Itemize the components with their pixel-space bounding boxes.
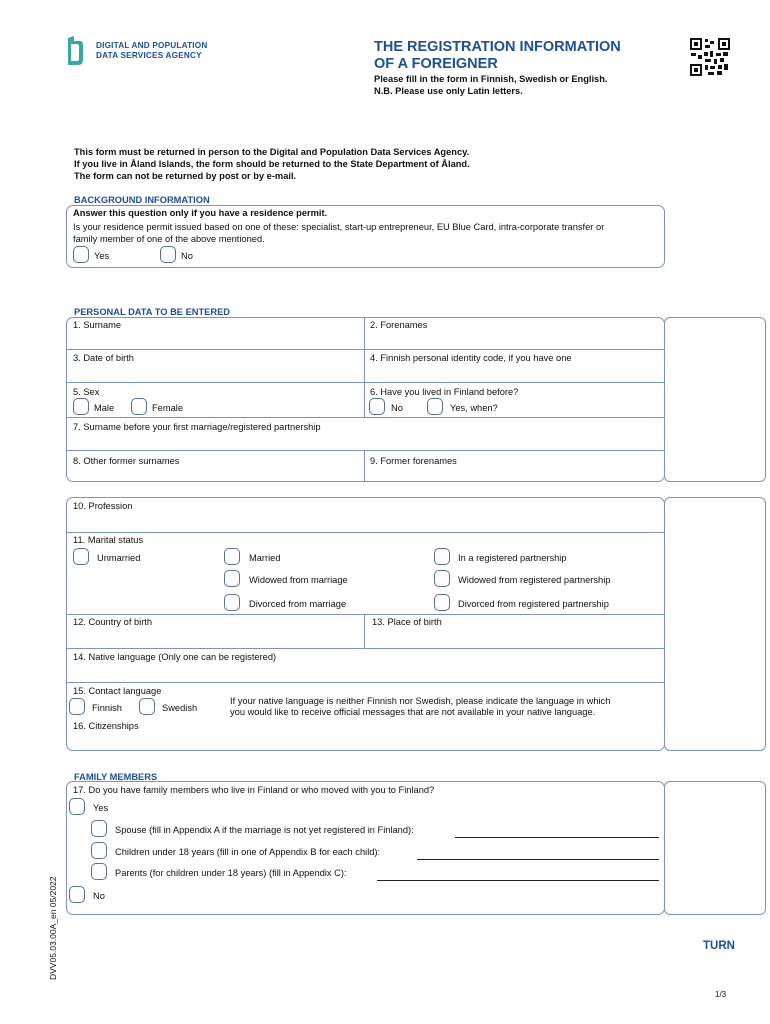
office-use-column: [664, 317, 766, 482]
agency-name: [96, 41, 207, 61]
family-spouse-label: Spouse (fill in Appendix A if the marriage is not yet registered in Finland):: [115, 825, 414, 835]
family-no-checkbox[interactable]: [69, 886, 85, 903]
contact-finnish-label: Finnish: [92, 703, 122, 713]
lived-no-label: No: [391, 403, 403, 413]
place-of-birth-field[interactable]: 13. Place of birth: [372, 617, 442, 627]
lived-yes-checkbox[interactable]: [427, 398, 443, 415]
country-of-birth-field[interactable]: 12. Country of birth: [73, 617, 153, 627]
form-title-line1: THE REGISTRATION INFORMATION: [374, 39, 621, 55]
residence-permit-question-line1: Is your residence permit issued based on one of these: specialist, start-up entrepreneur, EU Blue Card, intra-corporate transfer or: [73, 222, 605, 232]
intro-line2: If you live in Åland Islands, the form should be returned to the State Department of Åland.: [74, 158, 470, 169]
forenames-field[interactable]: 2. Forenames: [370, 320, 428, 330]
subtitle-line2: N.B. Please use only Latin letters.: [374, 86, 523, 96]
agency-name-line2: DATA SERVICES AGENCY: [96, 51, 202, 60]
residence-permit-no-label: No: [181, 251, 193, 261]
contact-swedish-checkbox[interactable]: [139, 698, 155, 715]
marital-married-checkbox[interactable]: [224, 548, 240, 565]
family-parents-label: Parents (for children under 18 years) (fill in Appendix C):: [115, 868, 347, 878]
personal-identity-code-field[interactable]: 4. Finnish personal identity code, if you have one: [370, 353, 572, 363]
family-members-heading: FAMILY MEMBERS: [74, 772, 158, 782]
page-number: 1/3: [715, 990, 727, 999]
residence-permit-yes-checkbox[interactable]: [73, 246, 89, 263]
lived-yes-label: Yes, when?: [450, 403, 498, 413]
sex-female-checkbox[interactable]: [131, 398, 147, 415]
subtitle-line1: Please fill in the form in Finnish, Swedish or English.: [374, 74, 608, 84]
background-heading: BACKGROUND INFORMATION: [74, 195, 210, 205]
native-language-field[interactable]: 14. Native language (Only one can be registered): [73, 652, 277, 662]
marital-widowed-partnership-label: Widowed from registered partnership: [458, 575, 611, 585]
spouse-line[interactable]: [455, 837, 659, 838]
sex-male-label: Male: [94, 403, 115, 413]
sex-label: 5. Sex: [73, 387, 100, 397]
background-instruction: Answer this question only if you have a residence permit.: [73, 208, 328, 218]
contact-finnish-checkbox[interactable]: [69, 698, 85, 715]
form-title-line2: OF A FOREIGNER: [374, 56, 498, 72]
personal-data-heading: PERSONAL DATA TO BE ENTERED: [74, 307, 230, 317]
form-code-text: DVV05.03.00A_en 05/2022: [48, 876, 58, 980]
family-question: 17. Do you have family members who live in Finland or who moved with you to Finland?: [73, 785, 435, 795]
sex-female-label: Female: [152, 403, 184, 413]
marital-status-label: 11. Marital status: [73, 535, 144, 545]
marital-registered-partnership-label: In a registered partnership: [458, 553, 567, 563]
surname-field[interactable]: 1. Surname: [73, 320, 122, 330]
turn-label: TURN: [703, 940, 735, 952]
former-surnames-field[interactable]: 8. Other former surnames: [73, 456, 180, 466]
marital-registered-partnership-checkbox[interactable]: [434, 548, 450, 565]
family-children-checkbox[interactable]: [91, 842, 107, 859]
sex-male-checkbox[interactable]: [73, 398, 89, 415]
residence-permit-question-line2: family member of one of the above mentioned.: [73, 234, 265, 244]
form-title: [374, 39, 621, 73]
family-spouse-checkbox[interactable]: [91, 820, 107, 837]
language-note-line1: If your native language is neither Finnish nor Swedish, please indicate the language in which: [230, 696, 611, 706]
marital-widowed-marriage-label: Widowed from marriage: [249, 575, 348, 585]
marital-divorced-marriage-label: Divorced from marriage: [249, 599, 347, 609]
marital-divorced-marriage-checkbox[interactable]: [224, 594, 240, 611]
marital-married-label: Married: [249, 553, 281, 563]
residence-permit-no-checkbox[interactable]: [160, 246, 176, 263]
profession-field[interactable]: 10. Profession: [73, 501, 133, 511]
children-line[interactable]: [417, 859, 659, 860]
family-parents-checkbox[interactable]: [91, 863, 107, 880]
former-forenames-field[interactable]: 9. Former forenames: [370, 456, 457, 466]
agency-name-line1: DIGITAL AND POPULATION: [96, 41, 208, 50]
marital-widowed-partnership-checkbox[interactable]: [434, 570, 450, 587]
family-children-label: Children under 18 years (fill in one of Appendix B for each child):: [115, 847, 381, 857]
intro-line1: This form must be returned in person to the Digital and Population Data Services Agency.: [74, 147, 470, 157]
surname-before-marriage-field[interactable]: 7. Surname before your first marriage/registered partnership: [73, 422, 321, 432]
family-yes-checkbox[interactable]: [69, 798, 85, 815]
qr-code-icon: [690, 38, 730, 76]
marital-divorced-partnership-label: Divorced from registered partnership: [458, 599, 609, 609]
lived-in-finland-label: 6. Have you lived in Finland before?: [370, 387, 519, 397]
marital-unmarried-checkbox[interactable]: [73, 548, 89, 565]
contact-swedish-label: Swedish: [162, 703, 198, 713]
form-subtitle: [374, 73, 608, 97]
marital-divorced-partnership-checkbox[interactable]: [434, 594, 450, 611]
office-use-column-2: [664, 497, 766, 751]
language-note-line2: you would like to receive official messages that are not available in your native language.: [230, 707, 596, 717]
marital-widowed-marriage-checkbox[interactable]: [224, 570, 240, 587]
marital-unmarried-label: Unmarried: [97, 553, 141, 563]
contact-language-label: 15. Contact language: [73, 686, 162, 696]
return-instructions: [74, 147, 470, 182]
office-use-column-3: [664, 781, 766, 915]
lived-no-checkbox[interactable]: [369, 398, 385, 415]
agency-logo-icon: [64, 36, 84, 66]
intro-line3: The form can not be returned by post or by e-mail.: [74, 170, 297, 181]
family-yes-label: Yes: [93, 803, 109, 813]
date-of-birth-field[interactable]: 3. Date of birth: [73, 353, 134, 363]
family-no-label: No: [93, 891, 105, 901]
parents-line[interactable]: [377, 880, 659, 881]
citizenships-field[interactable]: 16. Citizenships: [73, 721, 139, 731]
residence-permit-yes-label: Yes: [94, 251, 110, 261]
